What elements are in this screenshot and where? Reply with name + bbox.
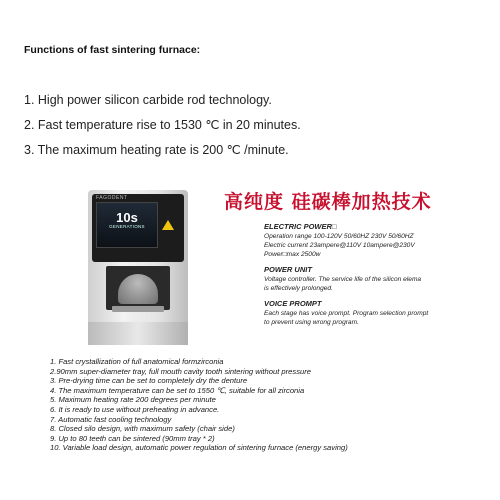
spec-power-unit: [264, 265, 421, 293]
display-main-text: 10s: [116, 210, 138, 225]
spec-title: VOICE PROMPT: [264, 299, 322, 308]
features-list: [50, 357, 348, 453]
feature-item: 10. Variable load design, automatic power regulation of sintering furnace (energy saving): [50, 443, 348, 453]
spec-title: POWER UNIT: [264, 265, 312, 274]
spec-line: Power□max 2500w: [264, 251, 321, 258]
function-item: 2. Fast temperature rise to 1530 ℃ in 20 minutes.: [24, 118, 301, 132]
page-heading: Functions of fast sintering furnace:: [24, 44, 201, 56]
furnace-display: [96, 202, 158, 248]
functions-list: [24, 88, 301, 163]
feature-item: 4. The maximum temperature can be set to 1550 ℃, suitable for all zirconia: [50, 385, 305, 395]
function-item: 1. High power silicon carbide rod technology.: [24, 93, 272, 107]
spec-voice-prompt: [264, 299, 428, 327]
feature-item: 9. Up to 80 teeth can be sintered (90mm tray * 2): [50, 433, 215, 443]
warning-icon: [162, 220, 174, 230]
chinese-title: 高纯度 硅碳棒加热技术: [224, 191, 432, 213]
spec-line: Electric current 23ampere@110V 10ampere@230V: [264, 242, 415, 249]
spec-line: Operation range 100-120V 50/60HZ 230V 50/60HZ: [264, 233, 414, 240]
feature-item: 6. It is ready to use without preheating in advance.: [50, 404, 220, 414]
spec-title: ELECTRIC POWER□: [264, 222, 337, 231]
spec-line: Each stage has voice prompt. Program selection prompt: [264, 310, 429, 317]
spec-line: Voltage controller. The service life of the silicon elema: [264, 276, 422, 283]
furnace-base: [88, 322, 188, 345]
feature-item: 2.90mm super-diameter tray, full mouth cavity tooth sintering without pressure: [50, 366, 311, 376]
spec-line: to prevent using wrong program.: [264, 319, 359, 326]
feature-item: 7. Automatic fast cooling technology: [50, 414, 172, 424]
feature-item: 8. Closed silo design, with maximum safety (chair side): [50, 424, 235, 434]
sintering-furnace-image: [88, 190, 188, 345]
display-sub-text: GENERATIONS: [109, 224, 145, 229]
spec-line: is effectively prolonged.: [264, 285, 333, 292]
furnace-tray: [112, 306, 164, 312]
feature-item: 5. Maximum heating rate 200 degrees per minute: [50, 395, 216, 405]
furnace-brand-label: FAGODENT: [96, 195, 128, 201]
function-item: 3. The maximum heating rate is 200 ℃ /minute.: [24, 143, 289, 157]
feature-item: 1. Fast crystallization of full anatomical formzirconia: [50, 357, 224, 366]
feature-item: 3. Pre-drying time can be set to completely dry the denture: [50, 376, 248, 386]
spec-electric-power: [264, 222, 415, 259]
